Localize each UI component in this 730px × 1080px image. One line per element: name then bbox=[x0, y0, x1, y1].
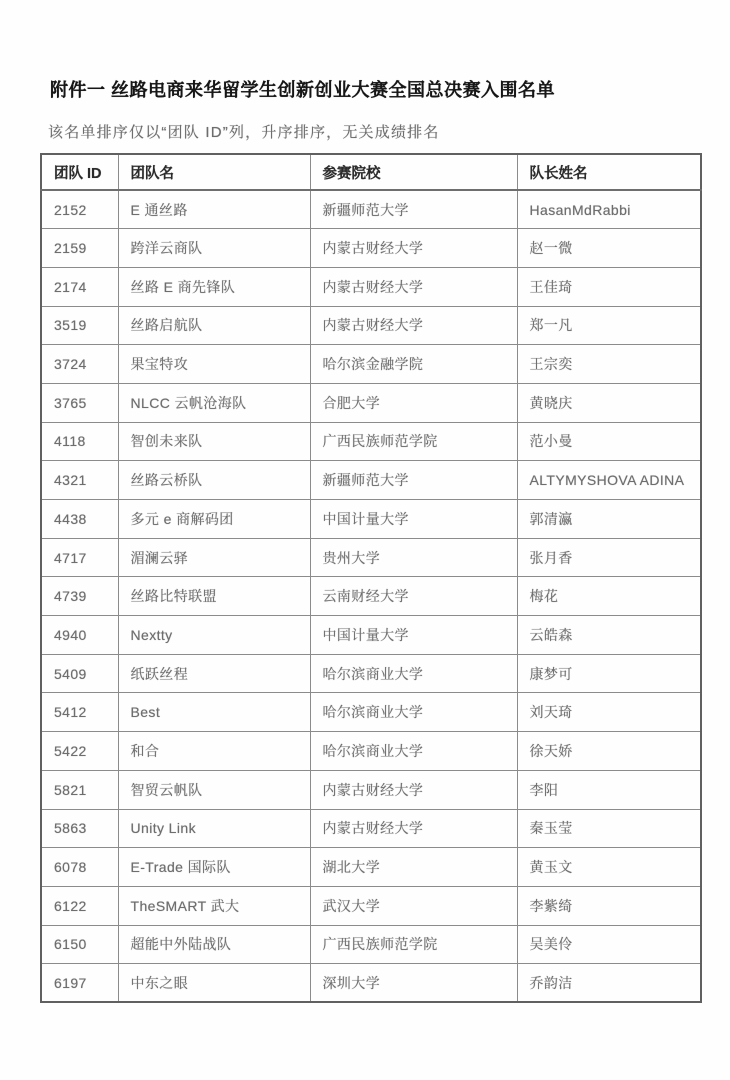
cell-team-name: 丝路云桥队 bbox=[118, 461, 310, 500]
cell-school: 深圳大学 bbox=[310, 964, 517, 1003]
cell-team-id: 4321 bbox=[41, 461, 118, 500]
cell-school: 武汉大学 bbox=[310, 886, 517, 925]
cell-leader-name: 刘天琦 bbox=[517, 693, 701, 732]
cell-team-id: 3519 bbox=[41, 306, 118, 345]
cell-school: 内蒙古财经大学 bbox=[310, 770, 517, 809]
table-row bbox=[41, 500, 701, 539]
cell-team-name: 超能中外陆战队 bbox=[118, 925, 310, 964]
table-row bbox=[41, 616, 701, 655]
cell-team-id: 4438 bbox=[41, 500, 118, 539]
table-row bbox=[41, 345, 701, 384]
column-header-team-id: 团队 ID bbox=[41, 154, 118, 190]
cell-school: 哈尔滨商业大学 bbox=[310, 732, 517, 771]
cell-team-id: 6197 bbox=[41, 964, 118, 1003]
cell-leader-name: 李阳 bbox=[517, 770, 701, 809]
column-header-leader-name: 队长姓名 bbox=[517, 154, 701, 190]
cell-leader-name: 乔韵洁 bbox=[517, 964, 701, 1003]
cell-leader-name: 黄晓庆 bbox=[517, 383, 701, 422]
table-row bbox=[41, 422, 701, 461]
cell-team-name: E 通丝路 bbox=[118, 190, 310, 229]
cell-school: 广西民族师范学院 bbox=[310, 925, 517, 964]
cell-leader-name: 云皓森 bbox=[517, 616, 701, 655]
cell-team-id: 2174 bbox=[41, 267, 118, 306]
cell-team-name: Best bbox=[118, 693, 310, 732]
cell-school: 合肥大学 bbox=[310, 383, 517, 422]
table-row bbox=[41, 964, 701, 1003]
cell-team-name: TheSMART 武大 bbox=[118, 886, 310, 925]
cell-leader-name: 李紫绮 bbox=[517, 886, 701, 925]
table-row bbox=[41, 538, 701, 577]
cell-leader-name: 郭清瀛 bbox=[517, 500, 701, 539]
cell-team-id: 6150 bbox=[41, 925, 118, 964]
cell-team-name: 丝路 E 商先锋队 bbox=[118, 267, 310, 306]
table-header bbox=[41, 154, 701, 190]
cell-leader-name: 徐天娇 bbox=[517, 732, 701, 771]
cell-team-id: 4118 bbox=[41, 422, 118, 461]
cell-team-name: Nextty bbox=[118, 616, 310, 655]
cell-team-name: 丝路启航队 bbox=[118, 306, 310, 345]
table-row bbox=[41, 267, 701, 306]
cell-team-name: 湄澜云驿 bbox=[118, 538, 310, 577]
cell-leader-name: HasanMdRabbi bbox=[517, 190, 701, 229]
table-row bbox=[41, 848, 701, 887]
cell-team-name: 纸跃丝程 bbox=[118, 654, 310, 693]
cell-leader-name: 范小曼 bbox=[517, 422, 701, 461]
table-row bbox=[41, 654, 701, 693]
cell-team-id: 5821 bbox=[41, 770, 118, 809]
table-row bbox=[41, 732, 701, 771]
table-row bbox=[41, 190, 701, 229]
table-row bbox=[41, 809, 701, 848]
cell-team-name: 智创未来队 bbox=[118, 422, 310, 461]
column-header-team-name: 团队名 bbox=[118, 154, 310, 190]
table-row bbox=[41, 306, 701, 345]
table-row bbox=[41, 461, 701, 500]
cell-school: 哈尔滨金融学院 bbox=[310, 345, 517, 384]
cell-leader-name: 王宗奕 bbox=[517, 345, 701, 384]
cell-team-name: 中东之眼 bbox=[118, 964, 310, 1003]
cell-team-name: NLCC 云帆沧海队 bbox=[118, 383, 310, 422]
cell-school: 广西民族师范学院 bbox=[310, 422, 517, 461]
cell-school: 内蒙古财经大学 bbox=[310, 306, 517, 345]
cell-team-name: 智贸云帆队 bbox=[118, 770, 310, 809]
cell-team-id: 3724 bbox=[41, 345, 118, 384]
cell-school: 云南财经大学 bbox=[310, 577, 517, 616]
cell-leader-name: ALTYMYSHOVA ADINA bbox=[517, 461, 701, 500]
table-row bbox=[41, 229, 701, 268]
cell-school: 湖北大学 bbox=[310, 848, 517, 887]
cell-school: 哈尔滨商业大学 bbox=[310, 654, 517, 693]
cell-school: 贵州大学 bbox=[310, 538, 517, 577]
table-row bbox=[41, 693, 701, 732]
cell-school: 哈尔滨商业大学 bbox=[310, 693, 517, 732]
cell-team-name: 果宝特攻 bbox=[118, 345, 310, 384]
cell-leader-name: 秦玉莹 bbox=[517, 809, 701, 848]
cell-team-id: 6078 bbox=[41, 848, 118, 887]
cell-school: 内蒙古财经大学 bbox=[310, 229, 517, 268]
cell-team-id: 4739 bbox=[41, 577, 118, 616]
cell-leader-name: 吴美伶 bbox=[517, 925, 701, 964]
cell-team-id: 2159 bbox=[41, 229, 118, 268]
cell-team-id: 5422 bbox=[41, 732, 118, 771]
cell-team-name: 跨洋云商队 bbox=[118, 229, 310, 268]
table-row bbox=[41, 886, 701, 925]
cell-leader-name: 赵一微 bbox=[517, 229, 701, 268]
cell-school: 中国计量大学 bbox=[310, 616, 517, 655]
cell-leader-name: 王佳琦 bbox=[517, 267, 701, 306]
cell-leader-name: 梅花 bbox=[517, 577, 701, 616]
cell-leader-name: 康梦可 bbox=[517, 654, 701, 693]
table-row bbox=[41, 577, 701, 616]
page-title: 附件一 丝路电商来华留学生创新创业大赛全国总决赛入围名单 bbox=[50, 80, 555, 100]
cell-school: 内蒙古财经大学 bbox=[310, 809, 517, 848]
table-row bbox=[41, 925, 701, 964]
column-header-school: 参赛院校 bbox=[310, 154, 517, 190]
cell-team-id: 6122 bbox=[41, 886, 118, 925]
cell-leader-name: 郑一凡 bbox=[517, 306, 701, 345]
cell-school: 内蒙古财经大学 bbox=[310, 267, 517, 306]
cell-team-id: 3765 bbox=[41, 383, 118, 422]
cell-school: 新疆师范大学 bbox=[310, 190, 517, 229]
sort-note: 该名单排序仅以“团队 ID”列，升序排序，无关成绩排名 bbox=[48, 124, 440, 141]
table-row bbox=[41, 383, 701, 422]
cell-team-id: 2152 bbox=[41, 190, 118, 229]
table-body bbox=[41, 190, 701, 1002]
cell-team-id: 5409 bbox=[41, 654, 118, 693]
cell-team-name: Unity Link bbox=[118, 809, 310, 848]
cell-team-name: 和合 bbox=[118, 732, 310, 771]
cell-team-name: E-Trade 国际队 bbox=[118, 848, 310, 887]
cell-team-id: 4940 bbox=[41, 616, 118, 655]
cell-school: 中国计量大学 bbox=[310, 500, 517, 539]
cell-leader-name: 黄玉文 bbox=[517, 848, 701, 887]
cell-team-id: 4717 bbox=[41, 538, 118, 577]
cell-team-id: 5412 bbox=[41, 693, 118, 732]
cell-team-name: 丝路比特联盟 bbox=[118, 577, 310, 616]
cell-school: 新疆师范大学 bbox=[310, 461, 517, 500]
cell-team-name: 多元 e 商解码团 bbox=[118, 500, 310, 539]
table-row bbox=[41, 770, 701, 809]
table-header-row bbox=[41, 154, 701, 190]
finalist-table bbox=[40, 153, 702, 1003]
cell-leader-name: 张月香 bbox=[517, 538, 701, 577]
cell-team-id: 5863 bbox=[41, 809, 118, 848]
